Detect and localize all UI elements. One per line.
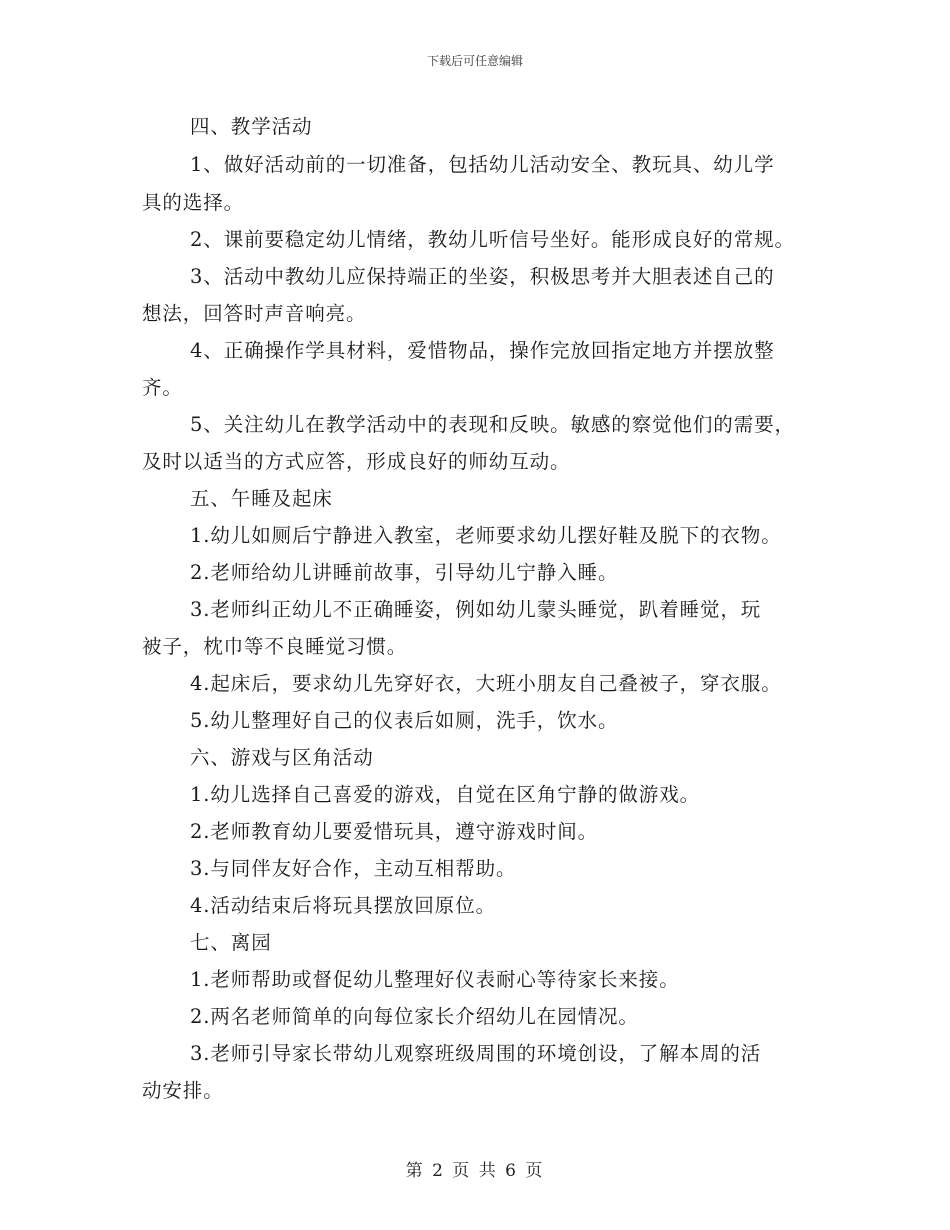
paragraph-line: 1、做好活动前的一切准备，包括幼儿活动安全、教玩具、幼儿学 bbox=[190, 153, 775, 176]
section-heading: 四、教学活动 bbox=[190, 115, 313, 138]
paragraph-line: 4.起床后，要求幼儿先穿好衣，大班小朋友自己叠被子，穿衣服。 bbox=[190, 672, 782, 695]
paragraph-line: 5.幼儿整理好自己的仪表后如厕，洗手，饮水。 bbox=[190, 709, 619, 732]
section-heading: 五、午睡及起床 bbox=[190, 487, 333, 510]
paragraph-line: 及时以适当的方式应答，形成良好的师幼互动。 bbox=[142, 450, 571, 473]
paragraph-line: 3.与同伴友好合作，主动互相帮助。 bbox=[190, 857, 517, 880]
page-footer: 第 2 页 共 6 页 bbox=[405, 1161, 545, 1181]
paragraph-line: 3.老师纠正幼儿不正确睡姿，例如幼儿蒙头睡觉，趴着睡觉，玩 bbox=[190, 598, 762, 621]
paragraph-line: 5、关注幼儿在教学活动中的表现和反映。敏感的察觉他们的需要， bbox=[190, 413, 795, 436]
paragraph-line: 想法，回答时声音响亮。 bbox=[142, 302, 367, 325]
paragraph-line: 3、活动中教幼儿应保持端正的坐姿，积极思考并大胆表述自己的 bbox=[190, 265, 775, 288]
paragraph-line: 2.两名老师简单的向每位家长介绍幼儿在园情况。 bbox=[190, 1005, 639, 1028]
paragraph-line: 4、正确操作学具材料，爱惜物品，操作完放回指定地方并摆放整 bbox=[190, 339, 775, 362]
paragraph-line: 3.老师引导家长带幼儿观察班级周围的环境创设，了解本周的活 bbox=[190, 1042, 762, 1065]
page-header: 下载后可任意编辑 bbox=[426, 54, 523, 68]
paragraph-line: 具的选择。 bbox=[142, 191, 245, 214]
section-heading: 七、离园 bbox=[190, 931, 272, 954]
paragraph-line: 1.老师帮助或督促幼儿整理好仪表耐心等待家长来接。 bbox=[190, 968, 680, 991]
paragraph-line: 2、课前要稳定幼儿情绪，教幼儿听信号坐好。能形成良好的常规。 bbox=[190, 228, 795, 251]
paragraph-line: 1.幼儿如厕后宁静进入教室，老师要求幼儿摆好鞋及脱下的衣物。 bbox=[190, 524, 782, 547]
paragraph-line: 齐。 bbox=[142, 376, 183, 399]
paragraph-line: 动安排。 bbox=[142, 1079, 224, 1102]
paragraph-line: 4.活动结束后将玩具摆放回原位。 bbox=[190, 894, 497, 917]
paragraph-line: 2.老师教育幼儿要爱惜玩具，遵守游戏时间。 bbox=[190, 820, 599, 843]
paragraph-line: 1.幼儿选择自己喜爱的游戏，自觉在区角宁静的做游戏。 bbox=[190, 783, 701, 806]
section-heading: 六、游戏与区角活动 bbox=[190, 746, 374, 769]
paragraph-line: 2.老师给幼儿讲睡前故事，引导幼儿宁静入睡。 bbox=[190, 561, 619, 584]
paragraph-line: 被子，枕巾等不良睡觉习惯。 bbox=[142, 635, 408, 658]
